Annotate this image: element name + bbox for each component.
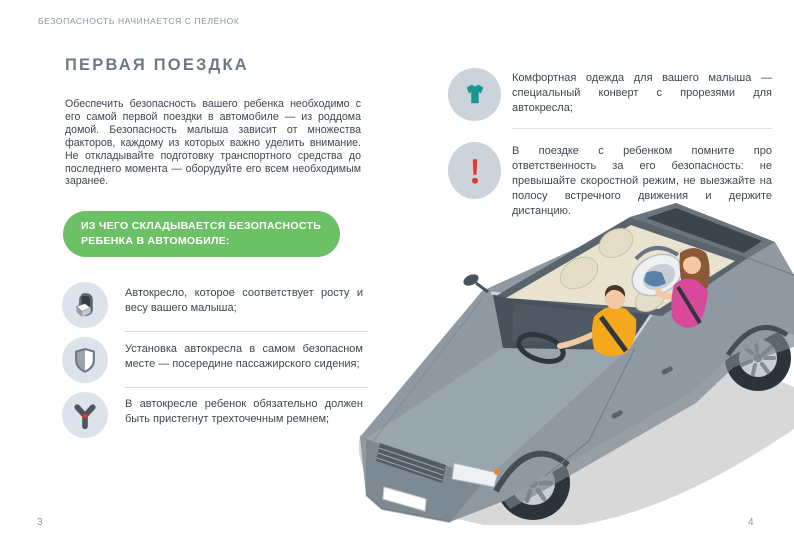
- list-item: Автокресло, которое соответствует росту и весу вашего малыша;: [125, 287, 363, 314]
- list-item: Установка автокресла в самом безопасном месте — посередине пассажирского сидения;: [125, 343, 363, 370]
- list-item: В автокресле ребенок обязательно должен быть пристегнут трехточечным ремнем;: [125, 398, 363, 425]
- divider: [125, 331, 368, 332]
- running-header: БЕЗОПАСНОСТЬ НАЧИНАЕТСЯ С ПЕЛЁНОК: [38, 16, 240, 26]
- highlight-box: [63, 211, 340, 257]
- turn-signal: [494, 469, 500, 475]
- warning-icon: [448, 142, 501, 199]
- harness-icon: [62, 392, 108, 438]
- page-number-right: 4: [748, 517, 754, 528]
- baby-clothes-icon: [448, 68, 501, 121]
- family-car-illustration: [354, 195, 794, 525]
- page-number-left: 3: [37, 517, 43, 528]
- shield-icon: [62, 337, 108, 383]
- page-title: ПЕРВАЯ ПОЕЗДКА: [65, 56, 249, 74]
- divider: [512, 128, 772, 129]
- intro-paragraph: Обеспечить безопасность вашего ребенка необходимо с его самой первой поездки в автомобиле — из роддома домой. Безопасность малыша зависит от множества факторов, каждому из которых важно уделить внимание. Не откладывайте подготовку транспортного средства до последнего момента — оборудуйте его всем необходимым заранее.: [65, 98, 361, 188]
- side-mirror: [462, 272, 488, 292]
- divider: [125, 387, 368, 388]
- highlight-box-text: ИЗ ЧЕГО СКЛАДЫВАЕТСЯ БЕЗОПАСНОСТЬ РЕБЕНКА В АВТОМОБИЛЕ:: [81, 220, 322, 247]
- car-seat-icon: [62, 282, 108, 328]
- list-item: В поездке с ребенком помните про ответственность за его безопасность: не превышайте скоростной режим, не выезжайте на полосу встречного движения и держите дистанцию.: [512, 145, 772, 217]
- list-item: Комфортная одежда для вашего малыша — специальный конверт с прорезями для автокресла;: [512, 72, 772, 114]
